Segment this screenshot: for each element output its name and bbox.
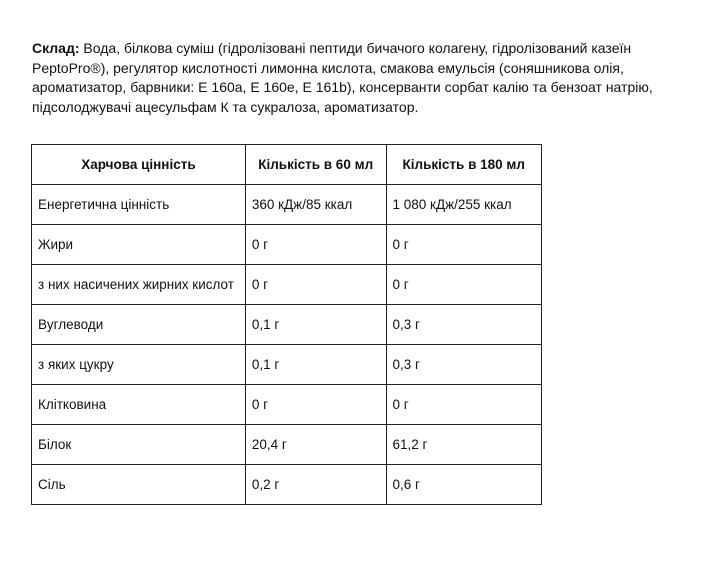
cell-60ml: 0,2 г bbox=[245, 465, 386, 505]
composition-text: Вода, білкова суміш (гідролізовані пептиди бичачого колагену, гідролізований казеїн PeptoPro®), регулятор кислотності лимонна кислота, смакова емульсія (соняшникова олія, ароматизатор, барвники: E 160a, E 160e, E 161b), консерванти сорбат калію та бензоат натрію, підсолоджувачі ацесульфам К та сукралоза, ароматизатор. bbox=[32, 40, 653, 115]
table-header-row bbox=[32, 145, 542, 185]
header-amount-60ml: Кількість в 60 мл bbox=[245, 145, 386, 185]
table-row bbox=[32, 385, 542, 425]
cell-60ml: 0 г bbox=[245, 225, 386, 265]
composition-label: Склад: bbox=[32, 40, 80, 56]
table-row bbox=[32, 185, 542, 225]
header-amount-180ml: Кількість в 180 мл bbox=[386, 145, 541, 185]
cell-180ml: 1 080 кДж/255 ккал bbox=[386, 185, 541, 225]
cell-60ml: 0 г bbox=[245, 385, 386, 425]
row-label: з яких цукру bbox=[32, 345, 246, 385]
cell-60ml: 0 г bbox=[245, 265, 386, 305]
header-nutrition-value: Харчова цінність bbox=[32, 145, 246, 185]
row-label: Сіль bbox=[32, 465, 246, 505]
cell-60ml: 360 кДж/85 ккал bbox=[245, 185, 386, 225]
table-row bbox=[32, 225, 542, 265]
cell-180ml: 61,2 г bbox=[386, 425, 541, 465]
composition-paragraph bbox=[32, 39, 692, 117]
row-label: Білок bbox=[32, 425, 246, 465]
cell-180ml: 0,3 г bbox=[386, 345, 541, 385]
row-label: Вуглеводи bbox=[32, 305, 246, 345]
table-row bbox=[32, 465, 542, 505]
row-label: Клітковина bbox=[32, 385, 246, 425]
nutrition-table bbox=[31, 144, 542, 505]
cell-60ml: 20,4 г bbox=[245, 425, 386, 465]
row-label: Жири bbox=[32, 225, 246, 265]
cell-180ml: 0,6 г bbox=[386, 465, 541, 505]
table-row bbox=[32, 305, 542, 345]
cell-180ml: 0,3 г bbox=[386, 305, 541, 345]
cell-60ml: 0,1 г bbox=[245, 345, 386, 385]
table-row bbox=[32, 345, 542, 385]
cell-60ml: 0,1 г bbox=[245, 305, 386, 345]
row-label: з них насичених жирних кислот bbox=[32, 265, 246, 305]
cell-180ml: 0 г bbox=[386, 385, 541, 425]
table-row bbox=[32, 265, 542, 305]
cell-180ml: 0 г bbox=[386, 225, 541, 265]
cell-180ml: 0 г bbox=[386, 265, 541, 305]
row-label: Енергетична цінність bbox=[32, 185, 246, 225]
table-row bbox=[32, 425, 542, 465]
